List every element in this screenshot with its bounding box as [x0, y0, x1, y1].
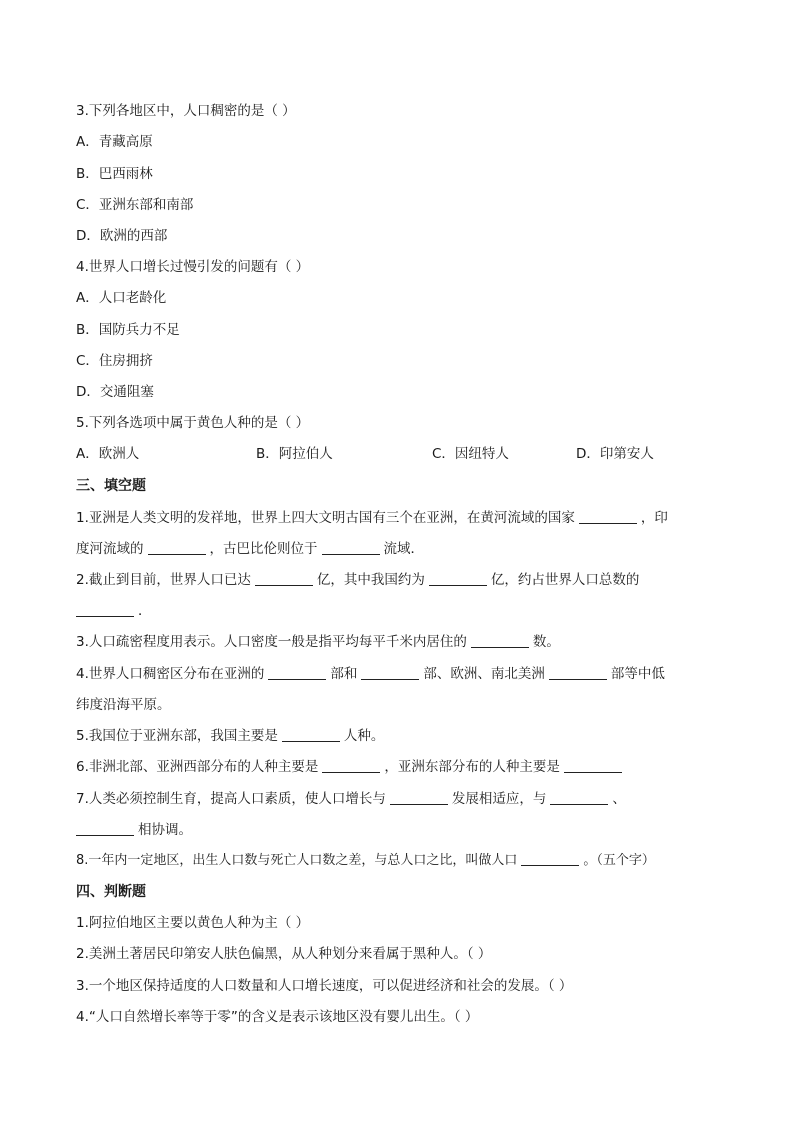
q3-option-d: D．欧洲的西部 [76, 228, 168, 244]
q4-option-c: C．住房拥挤 [76, 353, 153, 369]
q4-option-a: A．人口老龄化 [76, 290, 167, 306]
answer-blank[interactable] [76, 602, 134, 617]
fill-8-text: 。（五个字） [583, 853, 655, 868]
q5-stem: 5.下列各选项中属于黄色人种的是（ ） [76, 415, 310, 431]
fill-5-text: 5.我国位于亚洲东部，我国主要是 [76, 728, 278, 744]
fill-6-text: ，亚洲东部分布的人种主要是 [384, 759, 560, 775]
fill-1-text: ，印 [640, 510, 668, 526]
fill-7-text: 发展相适应，与 [451, 791, 547, 807]
q5-option-c: C．因纽特人 [432, 446, 509, 462]
q5-option-d: D．印第安人 [576, 446, 654, 462]
fill-4-text: 部和 [330, 666, 358, 682]
answer-blank[interactable] [390, 790, 448, 805]
fill-2-text: 亿，约占世界人口总数的 [490, 572, 640, 588]
fill-7-text: 、 [612, 791, 626, 807]
fill-2-line-2 [76, 601, 152, 621]
fill-5 [76, 726, 384, 746]
judge-2: 2.美洲土著居民印第安人肤色偏黑，从人种划分来看属于黑种人。（ ） [76, 946, 492, 962]
q3-stem: 3.下列各地区中，人口稠密的是（ ） [76, 103, 296, 119]
q3-option-c: C．亚洲东部和南部 [76, 197, 194, 213]
q4-option-d: D．交通阻塞 [76, 384, 154, 400]
fill-4-text: 部等中低 [610, 666, 665, 682]
answer-blank[interactable] [564, 758, 622, 773]
answer-blank[interactable] [76, 821, 134, 836]
answer-blank[interactable] [255, 571, 313, 586]
fill-4-line-2: 纬度沿海平原。 [76, 697, 171, 713]
fill-7-line-2 [76, 820, 192, 840]
fill-2-text: 亿，其中我国约为 [316, 572, 425, 588]
fill-2-text: 2.截止到目前，世界人口已达 [76, 572, 251, 588]
answer-blank[interactable] [550, 790, 608, 805]
fill-4-line-1 [76, 664, 665, 684]
fill-2-text: ． [138, 603, 152, 619]
answer-blank[interactable] [322, 540, 380, 555]
q5-option-a: A．欧洲人 [76, 446, 140, 462]
fill-1-text: ，古巴比伦则位于 [209, 541, 318, 557]
fill-4-text: 4.世界人口稠密区分布在亚洲的 [76, 666, 265, 682]
answer-blank[interactable] [471, 633, 529, 648]
q5-option-b: B．阿拉伯人 [256, 446, 333, 462]
fill-3 [76, 632, 560, 652]
answer-blank[interactable] [361, 665, 419, 680]
q5-options-row [76, 444, 716, 464]
answer-blank[interactable] [549, 665, 607, 680]
answer-blank[interactable] [429, 571, 487, 586]
fill-2-line-1 [76, 570, 639, 590]
fill-6 [76, 757, 626, 777]
fill-5-text: 人种。 [343, 728, 385, 744]
fill-7-text: 7.人类必须控制生育，提高人口素质，使人口增长与 [76, 791, 386, 807]
judge-4: 4.“人口自然增长率等于零”的含义是表示该地区没有婴儿出生。（ ） [76, 1009, 479, 1025]
answer-blank[interactable] [579, 509, 637, 524]
fill-1-line-2 [76, 539, 424, 559]
fill-1-text: 度河流域的 [76, 541, 144, 557]
fill-8 [76, 851, 655, 871]
section-3-heading: 三、填空题 [76, 478, 146, 494]
judge-1: 1.阿拉伯地区主要以黄色人种为主（ ） [76, 915, 310, 931]
q4-stem: 4.世界人口增长过慢引发的问题有（ ） [76, 259, 310, 275]
answer-blank[interactable] [148, 540, 206, 555]
fill-8-text: 8.一年内一定地区，出生人口数与死亡人口数之差，与总人口之比，叫做人口 [76, 853, 518, 868]
answer-blank[interactable] [521, 851, 579, 866]
q3-option-b: B．巴西雨林 [76, 166, 153, 182]
fill-4-text: 部、欧洲、南北美洲 [423, 666, 545, 682]
section-4-heading: 四、判断题 [76, 884, 146, 900]
fill-7-line-1 [76, 789, 626, 809]
q3-option-a: A．青藏高原 [76, 134, 153, 150]
q4-option-b: B．国防兵力不足 [76, 322, 180, 338]
fill-7-text: 相协调。 [138, 822, 192, 838]
answer-blank[interactable] [282, 727, 340, 742]
judge-3: 3.一个地区保持适度的人口数量和人口增长速度，可以促进经济和社会的发展。（ ） [76, 978, 573, 994]
fill-1-line-1 [76, 508, 668, 528]
answer-blank[interactable] [268, 665, 326, 680]
answer-blank[interactable] [322, 758, 380, 773]
fill-6-text: 6.非洲北部、亚洲西部分布的人种主要是 [76, 759, 319, 775]
fill-1-text: 流域． [383, 541, 424, 557]
fill-1-text: 1.亚洲是人类文明的发祥地，世界上四大文明古国有三个在亚洲，在黄河流域的国家 [76, 510, 575, 526]
fill-3-text: 3.人口疏密程度用表示。人口密度一般是指平均每平千米内居住的 [76, 634, 467, 650]
fill-3-text: 数。 [532, 634, 560, 650]
